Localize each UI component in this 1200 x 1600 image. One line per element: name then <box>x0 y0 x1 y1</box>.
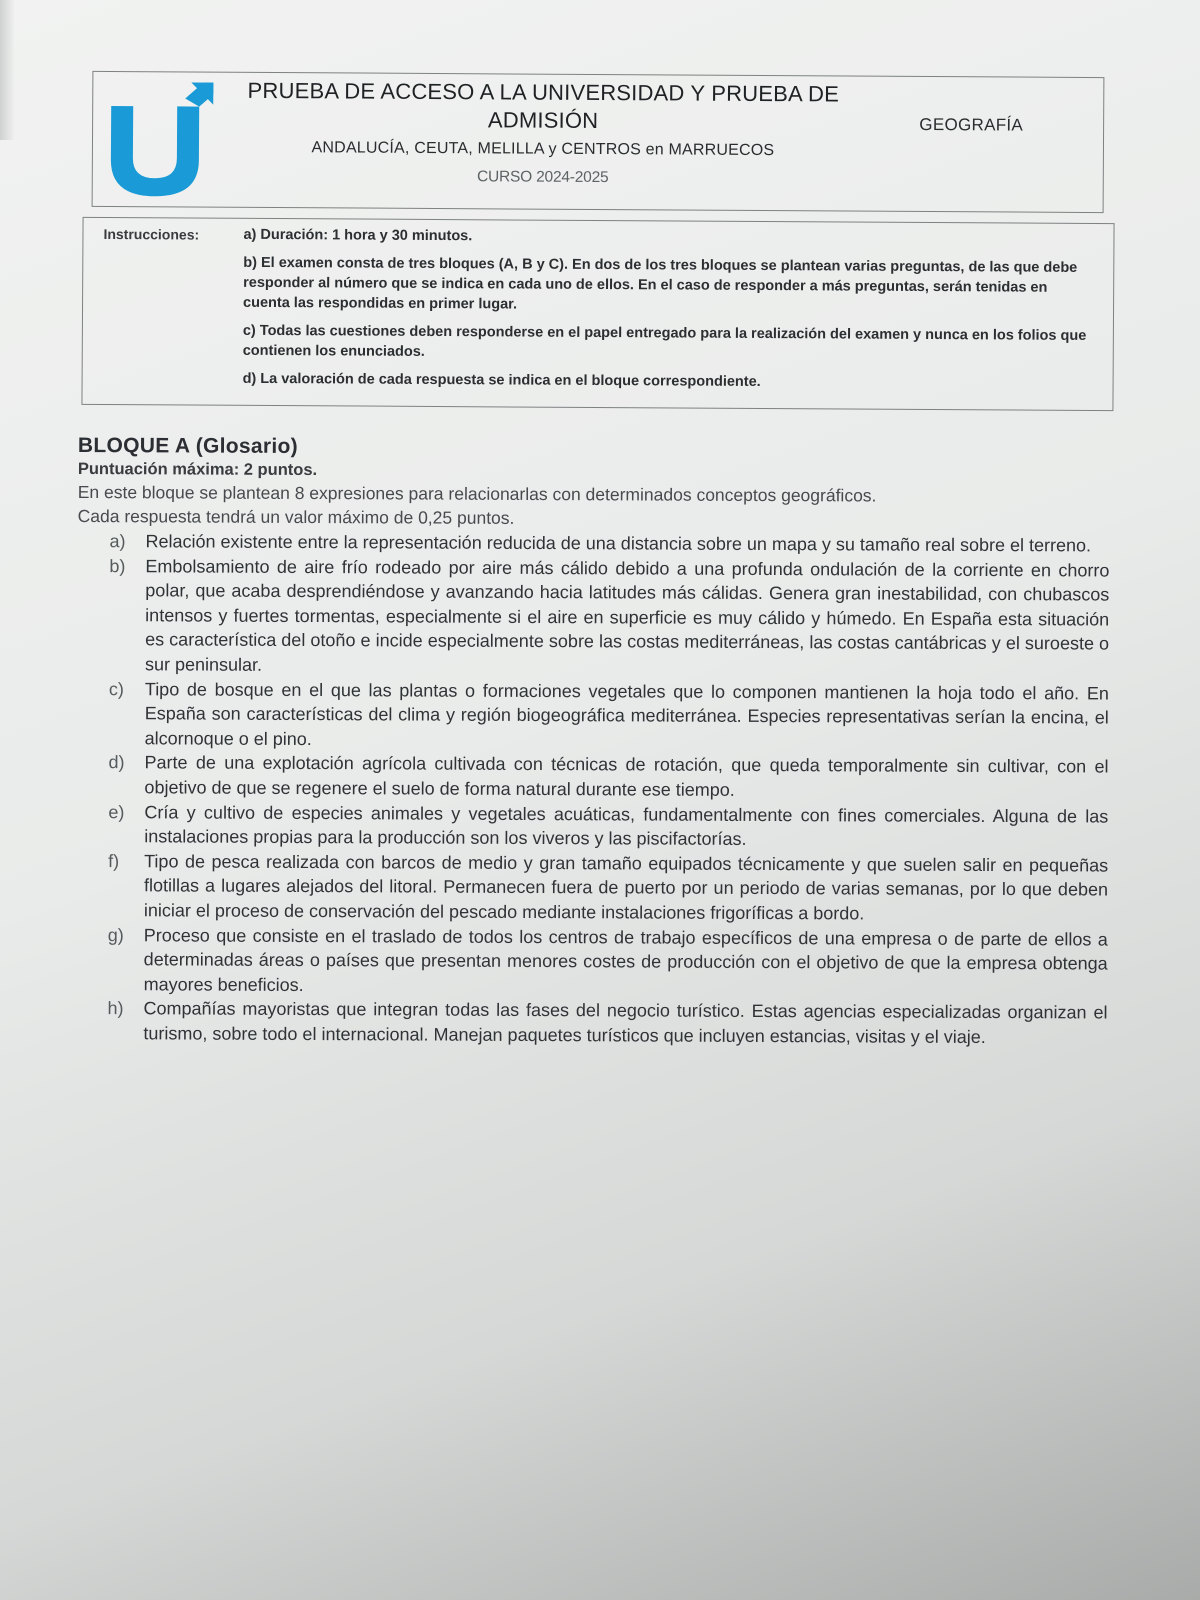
header-title-block <box>243 77 844 189</box>
item-text: Compañías mayoristas que integran todas las fases del negocio turístico. Estas agencias especializadas organizan el turismo, sobre todo el internacional. Manejan paquetes turísticos que incluyen estancias, visitas y el viaje. <box>143 998 1108 1047</box>
item-letter: f) <box>108 850 120 871</box>
instructions-label: Instrucciones: <box>103 225 200 243</box>
item-text: Embolsamiento de aire frío rodeado por aire más cálido debido a una profunda ondulación de la corriente en chorro polar, que acaba desprendiéndose y avanzando hacia latitudes más cálidas. Genera gran inestabilidad, con chubascos intensos y fuertes tormentas, especialmente si el aire en superficie es muy cálido y húmedo. En España esta situación es característica del otoño e incide especialmente sobre las costas mediterráneas, las costas cantábricas y el suroeste o sur peninsular. <box>144 555 1110 675</box>
block-score: Puntuación máxima: 2 puntos. <box>77 459 318 480</box>
glossary-list <box>75 529 1109 1050</box>
glossary-item <box>109 677 1109 755</box>
item-letter: g) <box>107 924 124 945</box>
glossary-item <box>108 750 1108 804</box>
instructions-list <box>242 225 1091 402</box>
block-intro-line-1: En este bloque se plantean 8 expresiones para relacionarlas con determinados conceptos geográficos. <box>77 481 877 506</box>
exam-region: ANDALUCÍA, CEUTA, MELILLA y CENTROS en MARRUECOS <box>311 139 775 160</box>
instruction-item: a) Duración: 1 hora y 30 minutos. <box>243 226 473 245</box>
item-text: Relación existente entre la representación reducida de una distancia sobre un mapa y su tamaño real sobre el terreno. <box>145 531 1092 556</box>
instruction-item: b) El examen consta de tres bloques (A, B y C). En dos de los tres bloques se plantean varias preguntas, de las que debe responder al número que se indica en cada uno de ellos. En el caso de responder a más preguntas, serán tenidas en cuenta las respondidas en primer lugar. <box>243 254 1078 313</box>
glossary-item <box>108 849 1108 927</box>
previous-page-edge <box>0 0 14 140</box>
glossary-item <box>108 923 1108 1001</box>
u-arrow-logo-icon <box>103 80 214 199</box>
item-text: Tipo de bosque en el que las plantas o formaciones vegetales que lo componen mantienen la hoja todo el año. En España son características del clima y región biogeográfica mediterránea. Especies representativas serían la encina, el alcornoque o el pino. <box>144 678 1109 749</box>
item-text: Cría y cultivo de especies animales y vegetales acuáticas, fundamentalmente con fines comerciales. Alguna de las instalaciones propias para la producción son los viveros y las piscifactorías. <box>144 801 1109 850</box>
glossary-item <box>108 800 1108 854</box>
exam-subject: GEOGRAFÍA <box>919 114 1024 135</box>
exam-title-line-2: ADMISIÓN <box>487 107 599 134</box>
glossary-item <box>109 554 1110 681</box>
block-intro-line-2: Cada respuesta tendrá un valor máximo de 0,25 puntos. <box>77 505 515 528</box>
block-a <box>75 434 1118 1050</box>
item-letter: e) <box>108 801 125 822</box>
glossary-item <box>107 996 1107 1050</box>
item-text: Tipo de pesca realizada con barcos de medio y gran tamaño equipados técnicamente y que suelen salir en pequeñas flotillas a lugares alejados del litoral. Permanecen fuera de puerto por un periodo de varias semanas, por lo que deben iniciar el proceso de conservación del pescado mediante instalaciones frigoríficas a bordo. <box>143 851 1109 924</box>
item-letter: a) <box>109 531 126 552</box>
instruction-item: d) La valoración de cada respuesta se indica en el bloque correspondiente. <box>242 370 761 390</box>
instructions-box <box>81 217 1114 411</box>
exam-header <box>92 71 1105 213</box>
item-text: Proceso que consiste en el traslado de todos los centros de trabajo específicos de una empresa o de parte de ellos a determinadas áreas o países que presentan menores costes de producción con el objetivo de que la empresa obtenga mayores beneficios. <box>143 924 1108 995</box>
item-letter: h) <box>107 998 124 1019</box>
exam-title-line-1: PRUEBA DE ACCESO A LA UNIVERSIDAD Y PRUEBA DE <box>247 77 840 107</box>
item-text: Parte de una explotación agrícola cultivada con técnicas de rotación, que queda temporalmente sin cultivar, con el objetivo de que se regenere el suelo de forma natural durante ese tiempo. <box>144 752 1109 800</box>
item-letter: d) <box>108 752 125 773</box>
item-letter: c) <box>108 678 124 699</box>
item-letter: b) <box>109 555 126 576</box>
instruction-item: c) Todas las cuestiones deben responderse en el papel entregado para la realización del examen y nunca en los folios que contienen los enunciados. <box>242 322 1087 360</box>
exam-course: CURSO 2024-2025 <box>477 168 609 187</box>
block-title: BLOQUE A (Glosario) <box>77 434 298 458</box>
